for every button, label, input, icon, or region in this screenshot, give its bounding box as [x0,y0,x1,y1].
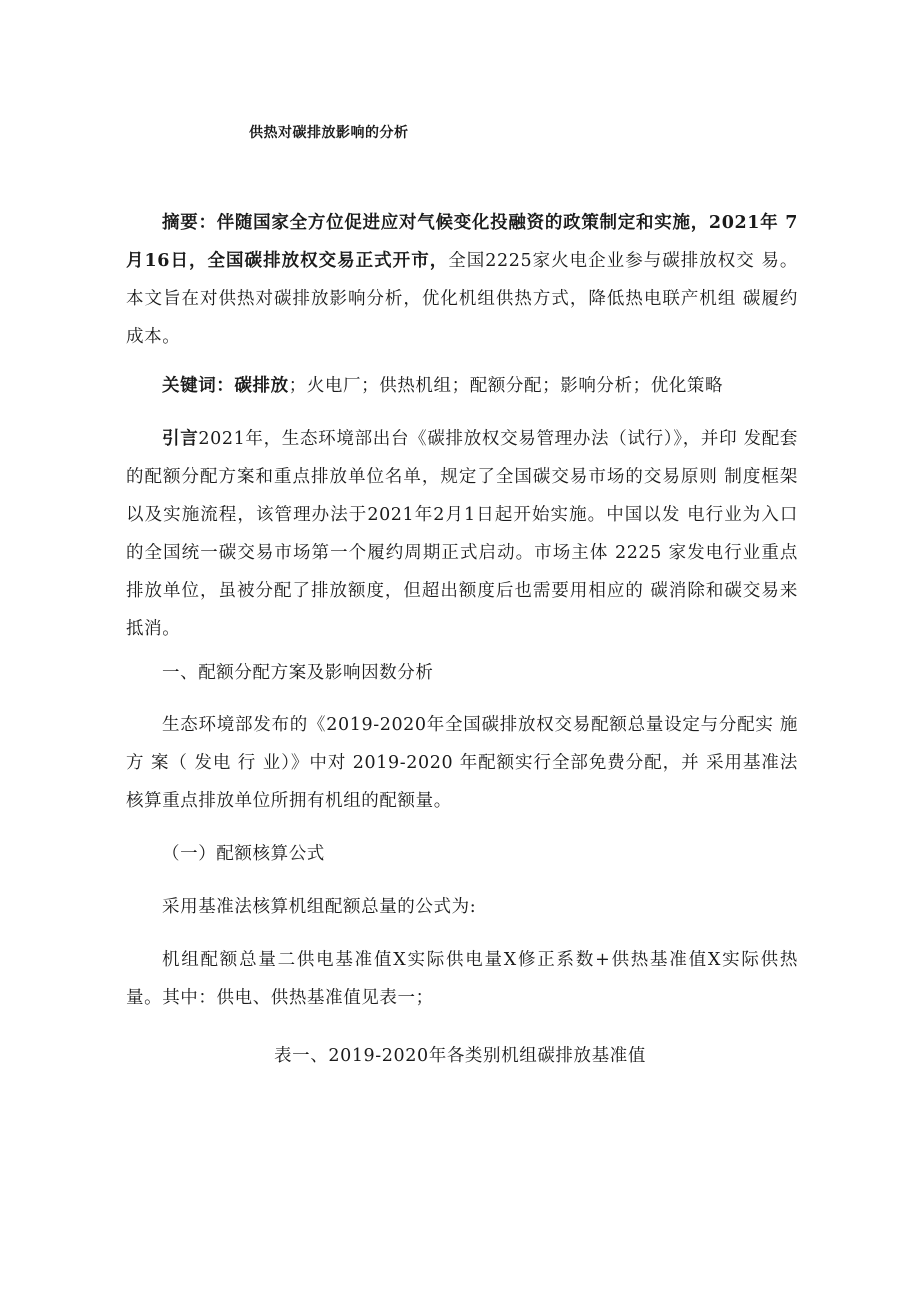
abstract-text: 全国2225家火电企业参与碳排放权交 易。本文旨在对供热对碳排放影响分析，优化机组供热方式，降低热电联产机组 碳履约成本。 [126,251,799,347]
abstract-label: 摘要： [162,213,217,233]
intro-text: 2021年，生态环境部出台《碳排放权交易管理办法（试行）》，并印 发配套的配额分配方案和重点排放单位名单，规定了全国碳交易市场的交易原则 制度框架以及实施流程，该管理办法于2021年2月1日起开始实施。中国以发 电行业为入口的全国统一碳交易市场第一个履约周期正式启动。市场主体 2225 家发电行业重点排放单位，虽被分配了排放额度，但超出额度后也需要用相应的 碳消除和碳交易来抵消。 [126,429,798,639]
section1-heading: 一、配额分配方案及影响因数分析 [162,663,434,683]
abstract-bold-text: 伴随国家全方位促进应对气候变化投融资的政策制定和实施，2021年 7月16日，全国碳排放权交易正式开市， [126,213,798,271]
document-title: 供热对碳排放影响的分析 [249,125,409,141]
intro-label: 引言 [162,429,199,449]
table-caption: 表一、2019-2020年各类别机组碳排放基准值 [274,1046,646,1066]
formula-paragraph: 机组配额总量二供电基准值X实际供电量X修正系数+供热基准值X实际供热 量。其中：供电、供热基准值见表一； [126,950,798,1008]
intro-paragraph [126,420,798,648]
section1-paragraph: 生态环境部发布的《2019-2020年全国碳排放权交易配额总量设定与分配实 施方 案（ 发电 行 业）》中对 2019-2020 年配额实行全部免费分配，并 采用基准法核算重点排放单位所拥有机组的配额量。 [126,715,798,811]
formula-intro: 采用基准法核算机组配额总量的公式为: [162,897,477,917]
subsection1-heading: （一）配额核算公式 [162,844,325,864]
keywords-first: 碳排放 [234,376,289,396]
keywords-rest: ；火电厂；供热机组；配额分配；影响分析；优化策略 [288,376,724,396]
keywords-label: 关键词： [162,376,235,396]
abstract-paragraph [126,204,798,356]
keywords-paragraph [126,367,798,405]
